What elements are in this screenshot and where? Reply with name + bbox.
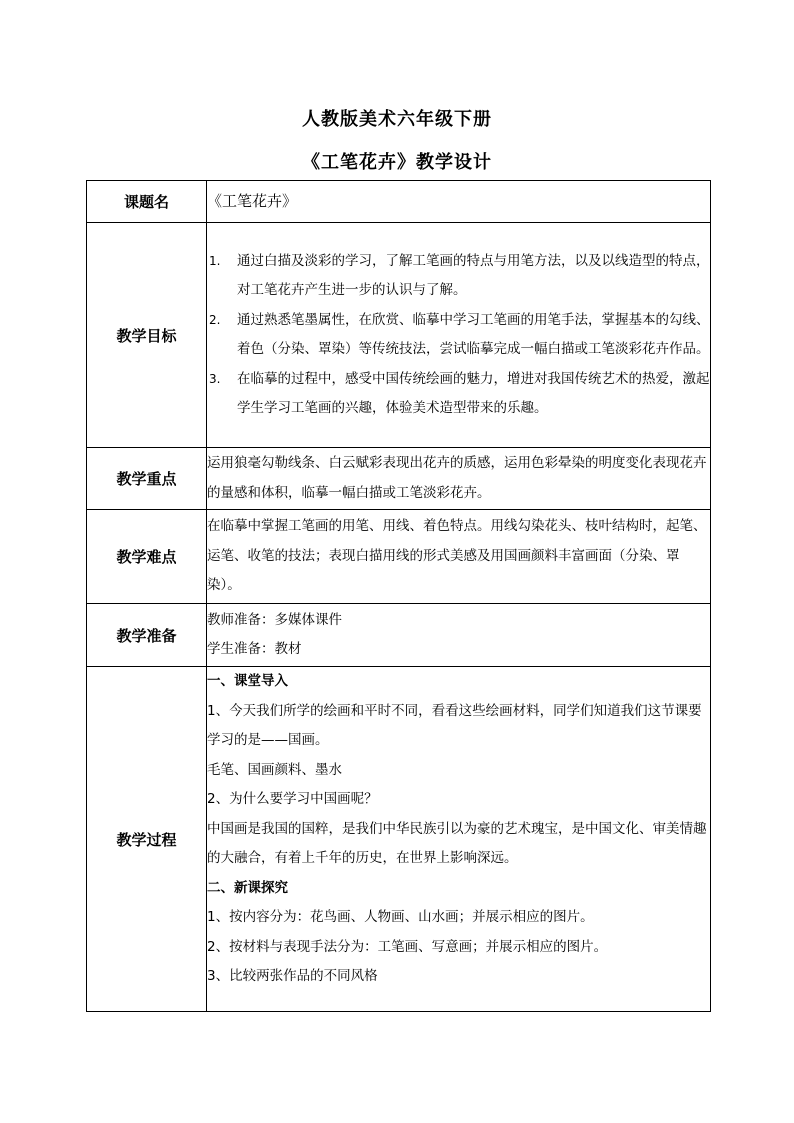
topic-value: 《工笔花卉》 <box>207 181 711 223</box>
objectives-label: 教学目标 <box>87 223 207 448</box>
list-item <box>207 365 710 424</box>
teacher-preparation: 教师准备：多媒体课件 <box>207 611 342 628</box>
list-item <box>207 247 710 306</box>
list-item <box>207 306 710 365</box>
list-number: 2. <box>209 312 221 327</box>
list-number: 3. <box>209 371 221 386</box>
objectives-content <box>207 223 711 448</box>
section-title: 二、新课探究 <box>207 879 288 896</box>
table-row-process <box>87 667 711 1012</box>
student-preparation: 学生准备：教材 <box>207 641 302 657</box>
topic-label: 课题名 <box>87 181 207 223</box>
table-row-preparation <box>87 604 711 667</box>
document-subtitle: 《工笔花卉》教学设计 <box>302 152 492 173</box>
preparation-label: 教学准备 <box>87 604 207 667</box>
list-text: 通过白描及淡彩的学习，了解工笔画的特点与用笔方法，以及以线造型的特点，对工笔花卉产生进一步的认识与了解。 <box>237 252 710 298</box>
process-label: 教学过程 <box>87 667 207 1012</box>
table-row-key-points <box>87 448 711 510</box>
list-text: 在临摹的过程中，感受中国传统绘画的魅力，增进对我国传统艺术的热爱，激起学生学习工笔画的兴趣，体验美术造型带来的乐趣。 <box>237 370 710 416</box>
preparation-content <box>207 604 711 667</box>
table-row-difficulties <box>87 510 711 604</box>
paragraph: 3、比较两张作品的不同风格 <box>207 968 378 984</box>
table-row-objectives <box>87 223 711 448</box>
difficulties-label: 教学难点 <box>87 510 207 604</box>
key-points-content: 运用狼毫勾勒线条、白云赋彩表现出花卉的质感，运用色彩晕染的明度变化表现花卉的量感和体积，临摹一幅白描或工笔淡彩花卉。 <box>207 448 711 510</box>
paragraph: 中国画是我国的国粹，是我们中华民族引以为豪的艺术瑰宝，是中国文化、审美情趣的大融合，有着上千年的历史，在世界上影响深远。 <box>207 820 707 866</box>
key-points-label: 教学重点 <box>87 448 207 510</box>
paragraph: 1、今天我们所学的绘画和平时不同，看看这些绘画材料，同学们知道我们这节课要学习的是——国画。 <box>207 702 702 748</box>
list-number: 1. <box>209 253 221 268</box>
list-text: 通过熟悉笔墨属性，在欣赏、临摹中学习工笔画的用笔手法，掌握基本的勾线、着色（分染、罩染）等传统技法，尝试临摹完成一幅白描或工笔淡彩花卉作品。 <box>237 311 710 357</box>
section-title: 一、课堂导入 <box>207 673 288 689</box>
paragraph: 2、为什么要学习中国画呢？ <box>207 791 378 807</box>
paragraph: 1、按内容分为：花鸟画、人物画、山水画；并展示相应的图片。 <box>207 909 594 925</box>
document-title: 人教版美术六年级下册 <box>302 109 492 130</box>
paragraph: 毛笔、国画颜料、墨水 <box>207 761 342 778</box>
process-content <box>207 667 711 1012</box>
lesson-plan-table <box>86 180 711 1012</box>
table-row-topic <box>87 181 711 223</box>
difficulties-content: 在临摹中掌握工笔画的用笔、用线、着色特点。用线勾染花头、枝叶结构时，起笔、运笔、收笔的技法；表现白描用线的形式美感及用国画颜料丰富画面（分染、罩染）。 <box>207 510 711 604</box>
paragraph: 2、按材料与表现手法分为：工笔画、写意画；并展示相应的图片。 <box>207 938 608 955</box>
